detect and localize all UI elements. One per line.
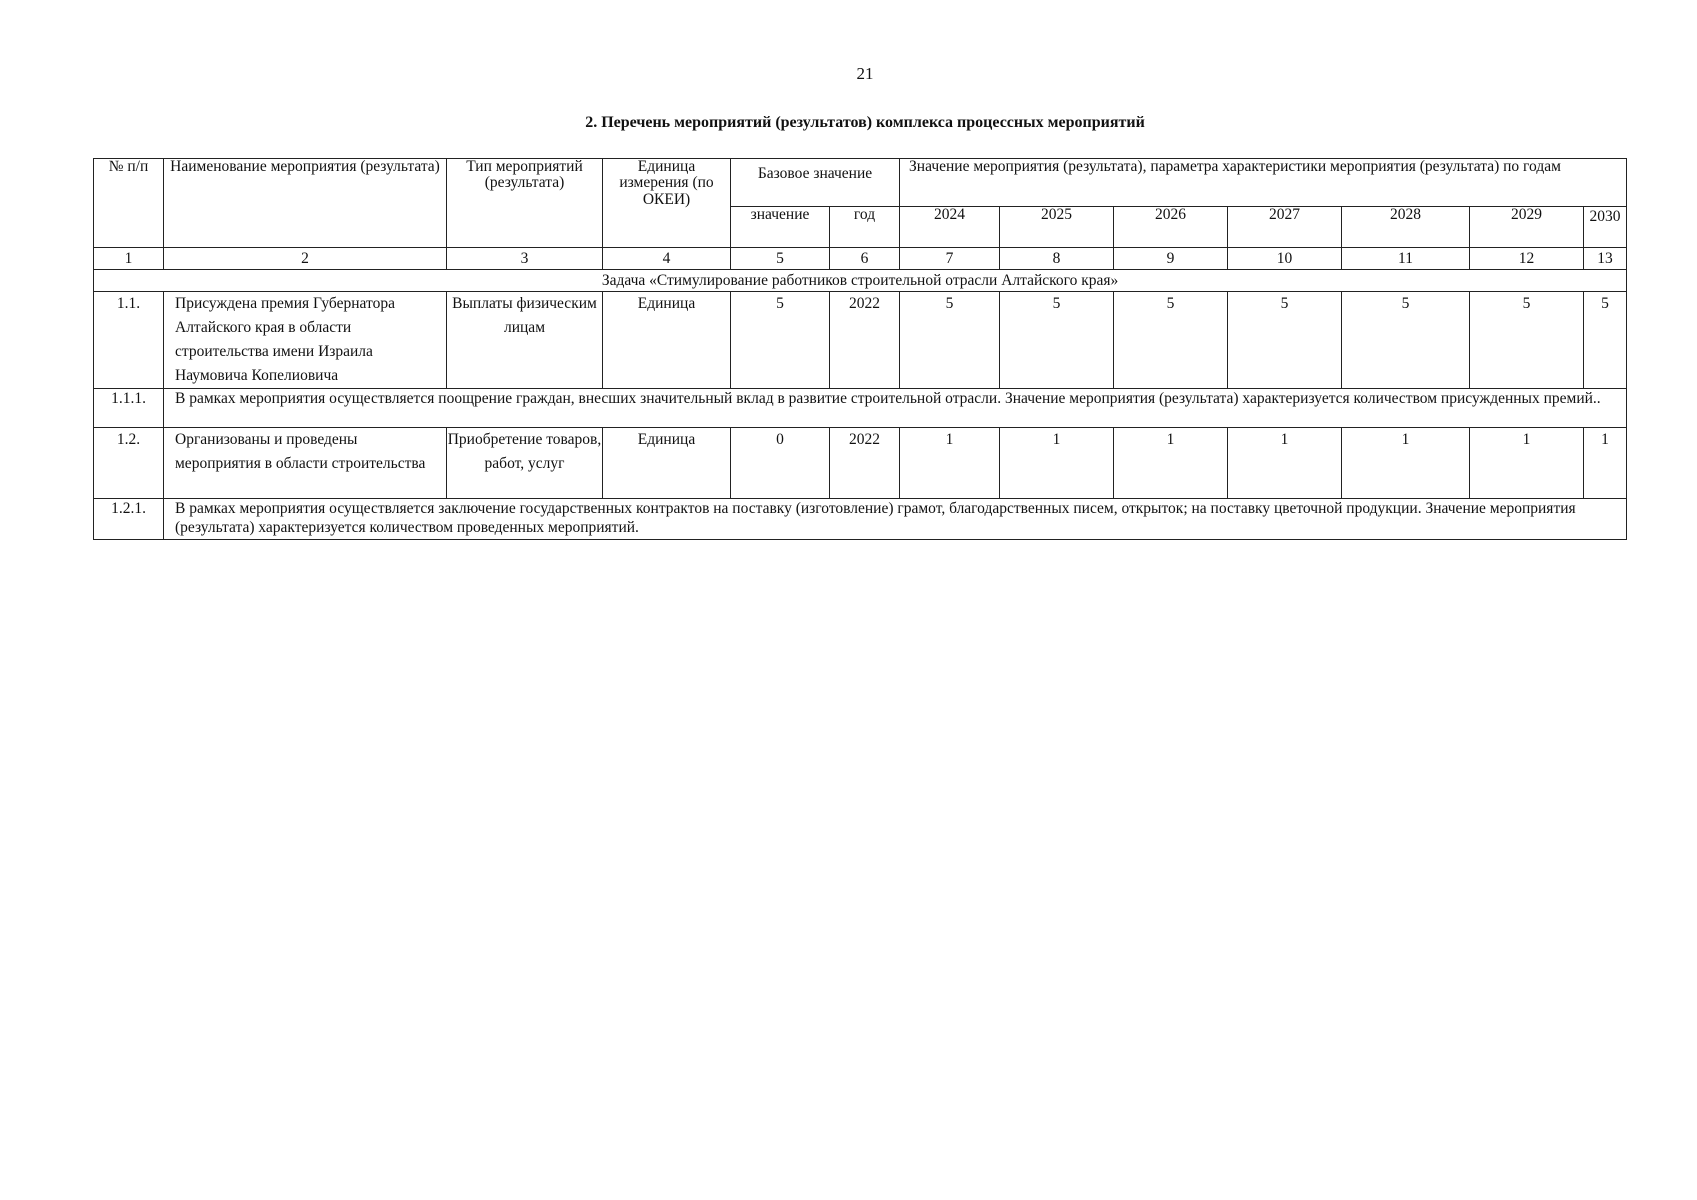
column-number: 10 (1228, 248, 1342, 270)
description-num: 1.2.1. (94, 499, 164, 540)
document-title: 2. Перечень мероприятий (результатов) комплекса процессных мероприятий (585, 114, 1145, 131)
task-title: Задача «Стимулирование работников строительной отрасли Алтайского края» (94, 270, 1627, 292)
row-num: 1.2. (94, 428, 164, 499)
header-year: 2029 (1470, 207, 1584, 248)
column-number: 1 (94, 248, 164, 270)
description-row (94, 389, 1627, 428)
column-number: 8 (1000, 248, 1114, 270)
row-value: 1 (1114, 428, 1228, 499)
header-base: Базовое значение (731, 159, 900, 207)
row-num: 1.1. (94, 292, 164, 389)
description-text: В рамках мероприятия осуществляется поощрение граждан, внесших значительный вклад в развитие строительной отрасли. Значение мероприятия (результата) характеризуется количеством присужденных премий.. (164, 389, 1627, 428)
column-number: 3 (447, 248, 603, 270)
row-value: 5 (1584, 292, 1627, 389)
row-type: Выплаты физическим лицам (447, 292, 603, 389)
task-row (94, 270, 1627, 292)
row-value: 1 (1584, 428, 1627, 499)
column-numbers-row (94, 248, 1627, 270)
row-base-value: 0 (731, 428, 830, 499)
header-type: Тип мероприятий (результата) (447, 159, 603, 248)
column-number: 5 (731, 248, 830, 270)
row-value: 5 (900, 292, 1000, 389)
column-number: 7 (900, 248, 1000, 270)
description-num: 1.1.1. (94, 389, 164, 428)
column-number: 2 (164, 248, 447, 270)
header-unit: Единица измерения (по ОКЕИ) (603, 159, 731, 248)
row-unit: Единица (603, 428, 731, 499)
column-number: 13 (1584, 248, 1627, 270)
column-number: 11 (1342, 248, 1470, 270)
column-number: 9 (1114, 248, 1228, 270)
header-name: Наименование мероприятия (результата) (164, 159, 447, 248)
header-year: 2024 (900, 207, 1000, 248)
header-num: № п/п (94, 159, 164, 248)
row-value: 1 (1470, 428, 1584, 499)
header-year: 2027 (1228, 207, 1342, 248)
measures-table (93, 158, 1627, 540)
row-value: 1 (1342, 428, 1470, 499)
row-value: 5 (1000, 292, 1114, 389)
column-number: 4 (603, 248, 731, 270)
page-number: 21 (856, 64, 874, 83)
header-values-by-year: Значение мероприятия (результата), параметра характеристики мероприятия (результата) по годам (900, 159, 1627, 207)
header-base-year: год (830, 207, 900, 248)
description-row (94, 499, 1627, 540)
column-number: 12 (1470, 248, 1584, 270)
column-number: 6 (830, 248, 900, 270)
row-base-year: 2022 (830, 292, 900, 389)
header-year: 2028 (1342, 207, 1470, 248)
row-name: Присуждена премия Губернатора Алтайского края в области строительства имени Израила Наумовича Копелиовича (164, 292, 447, 389)
header-year: 2026 (1114, 207, 1228, 248)
header-base-value: значение (731, 207, 830, 248)
header-year: 2030 (1584, 207, 1627, 248)
header-year: 2025 (1000, 207, 1114, 248)
row-type: Приобретение товаров, работ, услуг (447, 428, 603, 499)
row-value: 5 (1470, 292, 1584, 389)
description-text: В рамках мероприятия осуществляется заключение государственных контрактов на поставку (изготовление) грамот, благодарственных писем, открыток; на поставку цветочной продукции. Значение мероприятия (результата) характеризуется количеством проведенных мероприятий. (164, 499, 1627, 540)
row-value: 5 (1114, 292, 1228, 389)
table-row (94, 428, 1627, 499)
row-value: 5 (1228, 292, 1342, 389)
row-value: 5 (1342, 292, 1470, 389)
row-value: 1 (1000, 428, 1114, 499)
row-value: 1 (1228, 428, 1342, 499)
table-row (94, 292, 1627, 389)
header-row-top (94, 159, 1627, 207)
row-name: Организованы и проведены мероприятия в области строительства (164, 428, 447, 499)
row-unit: Единица (603, 292, 731, 389)
row-base-value: 5 (731, 292, 830, 389)
row-value: 1 (900, 428, 1000, 499)
row-base-year: 2022 (830, 428, 900, 499)
